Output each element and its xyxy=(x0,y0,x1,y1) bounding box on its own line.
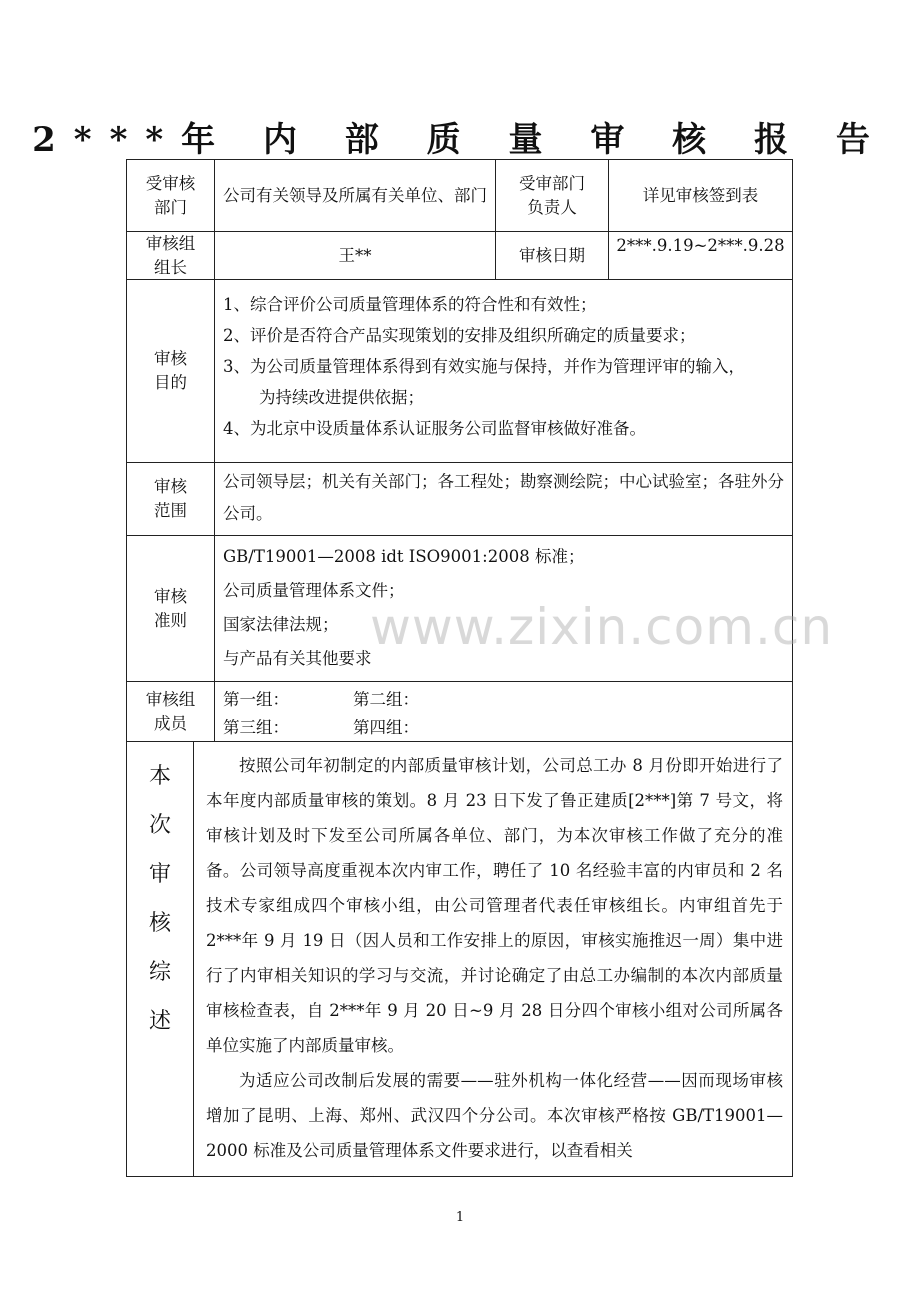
summary-paragraph: 按照公司年初制定的内部质量审核计划，公司总工办 8 月份即开始进行了本年度内部质量审核的策划。8 月 23 日下发了鲁正建质[2***]第 7 号文，将审核计划及时下发至公司所属各单位、部门，为本次审核工作做了充分的准备。公司领导高度重视本次内审工作，聘任了 10 名经验丰富的内审员和 2 名技术专家组成四个审核小组，由公司管理者代表任审核组长。内审组首先于 2***年 9 月 19 日（因人员和工作安排上的原因，审核实施推迟一周）集中进行了内审相关知识的学习与交流，并讨论确定了由总工办编制的本次内部质量审核检查表，自 2***年 9 月 20 日~9 月 28 日分四个审核小组对公司所属各单位实施了内部质量审核。 xyxy=(206,756,783,1055)
row-audited-dept xyxy=(126,159,793,231)
label-line: 范围 xyxy=(154,501,187,520)
report-table xyxy=(126,159,793,1177)
label-audit-scope xyxy=(127,463,214,535)
label-dept-head xyxy=(495,160,608,231)
group-2: 第二组： xyxy=(353,690,419,709)
purpose-item: 2、评价是否符合产品实现策划的安排及组织所确定的质量要求； xyxy=(223,326,696,345)
value-audit-date: 2***.9.19~2***.9.28 xyxy=(608,232,792,279)
purpose-item: 为持续改进提供依据； xyxy=(259,388,424,407)
criteria-item: GB/T19001—2008 idt ISO9001:2008 标准； xyxy=(223,547,585,566)
summary-paragraph: 为适应公司改制后发展的需要——驻外机构一体化经营——因而现场审核增加了昆明、上海、郑州、武汉四个分公司。本次审核严格按 GB/T19001—2000 标准及公司质量管理体系文件要求进行，以查看相关 xyxy=(206,1071,783,1160)
label-team-members xyxy=(127,682,214,741)
value-dept-head: 详见审核签到表 xyxy=(608,160,792,231)
watermark: www.zixin.com.cn xyxy=(370,598,834,656)
value-team-leader: 王** xyxy=(214,232,495,279)
label-team-leader xyxy=(127,232,214,279)
label-audited-dept xyxy=(127,160,214,231)
criteria-item: 国家法律法规； xyxy=(223,615,339,634)
label-line: 审核 xyxy=(154,349,187,368)
value-audit-purpose xyxy=(214,280,792,462)
value-team-members xyxy=(214,682,481,741)
label-char: 核 xyxy=(148,911,171,936)
label-char: 次 xyxy=(148,813,171,838)
label-line: 目的 xyxy=(154,373,187,392)
label-line: 受审核 xyxy=(145,173,196,193)
label-audit-date: 审核日期 xyxy=(495,232,608,279)
label-line: 受审部门 xyxy=(519,173,585,193)
group-3: 第三组： xyxy=(223,718,289,737)
purpose-item: 1、综合评价公司质量管理体系的符合性和有效性； xyxy=(223,295,597,314)
label-line: 部门 xyxy=(154,197,187,217)
label-char: 综 xyxy=(148,960,171,985)
value-audited-dept: 公司有关领导及所属有关单位、部门 xyxy=(214,160,495,231)
label-char: 本 xyxy=(148,764,171,789)
label-line: 成员 xyxy=(154,713,187,733)
label-audit-summary xyxy=(127,742,193,1176)
label-line: 审核组 xyxy=(145,233,196,253)
purpose-item: 4、为北京中设质量体系认证服务公司监督审核做好准备。 xyxy=(223,419,646,438)
label-char: 述 xyxy=(148,1009,171,1034)
label-audit-criteria xyxy=(127,536,214,681)
criteria-item: 公司质量管理体系文件； xyxy=(223,581,405,600)
value-audit-summary xyxy=(193,742,792,1176)
row-audit-scope xyxy=(126,462,793,535)
report-title: 2***年 内 部 质 量 审 核 报 告 xyxy=(32,120,888,160)
label-line: 准则 xyxy=(154,610,187,630)
row-audit-purpose xyxy=(126,279,793,462)
label-line: 审核组 xyxy=(145,689,196,709)
label-char: 审 xyxy=(148,862,171,887)
group-4: 第四组： xyxy=(353,718,419,737)
label-line: 审核 xyxy=(154,477,187,496)
group-1: 第一组： xyxy=(223,690,289,709)
criteria-item: 与产品有关其他要求 xyxy=(223,649,372,668)
page-number: 1 xyxy=(455,1210,465,1225)
row-audit-summary xyxy=(126,741,793,1177)
row-team-leader xyxy=(126,231,793,279)
purpose-item: 3、为公司质量管理体系得到有效实施与保持，并作为管理评审的输入， xyxy=(223,357,745,376)
label-audit-purpose xyxy=(127,280,214,462)
label-line: 组长 xyxy=(154,257,187,277)
label-line: 负责人 xyxy=(527,197,577,217)
label-line: 审核 xyxy=(154,586,187,606)
value-audit-scope: 公司领导层；机关有关部门；各工程处；勘察测绘院；中心试验室；各驻外分公司。 xyxy=(214,463,792,535)
row-team-members xyxy=(126,681,793,741)
